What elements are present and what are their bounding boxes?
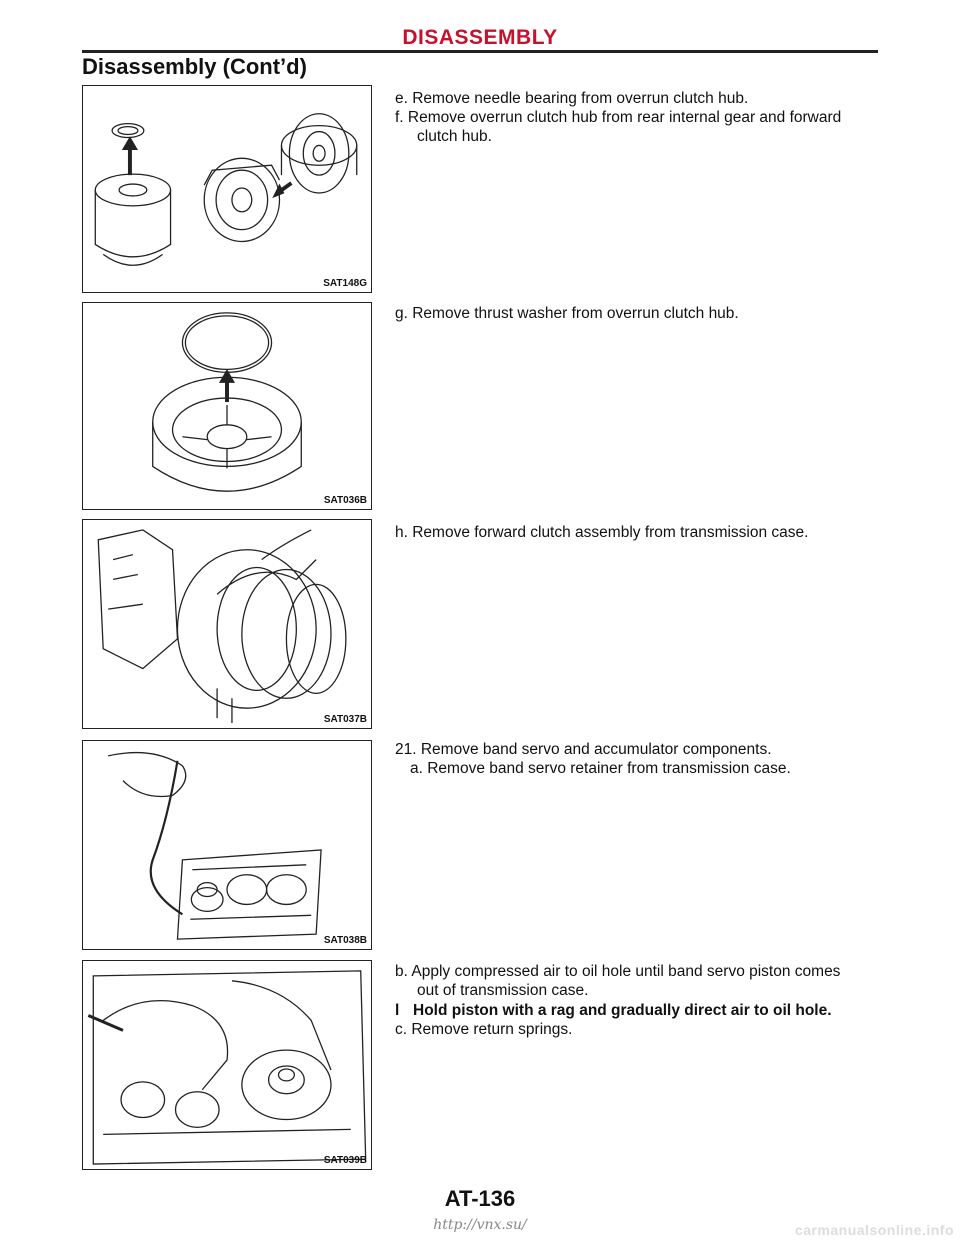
header-rule [82, 50, 878, 53]
compressed-air-servo-illustration [83, 961, 371, 1169]
step-a: a. Remove band servo retainer from transmission case. [410, 760, 791, 777]
page-url[interactable]: http://vnx.su/ [433, 1217, 527, 1233]
step-bullet [395, 1001, 885, 1020]
figure-sat039b [82, 960, 372, 1170]
page-number: AT-136 [444, 1186, 516, 1211]
step-e: e. Remove needle bearing from overrun clutch hub. [395, 90, 749, 107]
step-b-line1: b. Apply compressed air to oil hole until band servo piston comes [395, 963, 841, 980]
band-servo-retainer-illustration [83, 741, 371, 949]
overrun-clutch-hub-illustration [83, 86, 371, 292]
step-21: 21. Remove band servo and accumulator components. [395, 741, 772, 758]
step-b [395, 962, 885, 1000]
bullet-mark: l [395, 1002, 400, 1019]
thrust-washer-illustration [83, 303, 371, 509]
figure-sat036b [82, 302, 372, 510]
watermark: carmanualsonline.info [794, 1222, 954, 1238]
step-h: h. Remove forward clutch assembly from transmission case. [395, 524, 809, 541]
step-f-line1: f. Remove overrun clutch hub from rear internal gear and forward [395, 109, 842, 126]
figure-sat037b [82, 519, 372, 729]
step-b-line2: out of transmission case. [417, 982, 589, 999]
step-f [395, 108, 885, 146]
figure-sat038b [82, 740, 372, 950]
header-title: DISASSEMBLY [402, 26, 558, 49]
step-f-line2: clutch hub. [417, 128, 492, 145]
figure-code: SAT148G [323, 278, 367, 289]
bullet-text: Hold piston with a rag and gradually direct air to oil hole. [413, 1002, 832, 1019]
figure-code: SAT038B [323, 935, 367, 946]
figure-code: SAT039B [323, 1155, 367, 1166]
figure-code: SAT037B [323, 714, 367, 725]
forward-clutch-removal-illustration [83, 520, 371, 728]
figure-code: SAT036B [323, 495, 367, 506]
step-c: c. Remove return springs. [395, 1021, 573, 1038]
section-title: Disassembly (Cont’d) [82, 54, 307, 79]
figure-sat148g [82, 85, 372, 293]
step-g: g. Remove thrust washer from overrun clutch hub. [395, 305, 739, 322]
